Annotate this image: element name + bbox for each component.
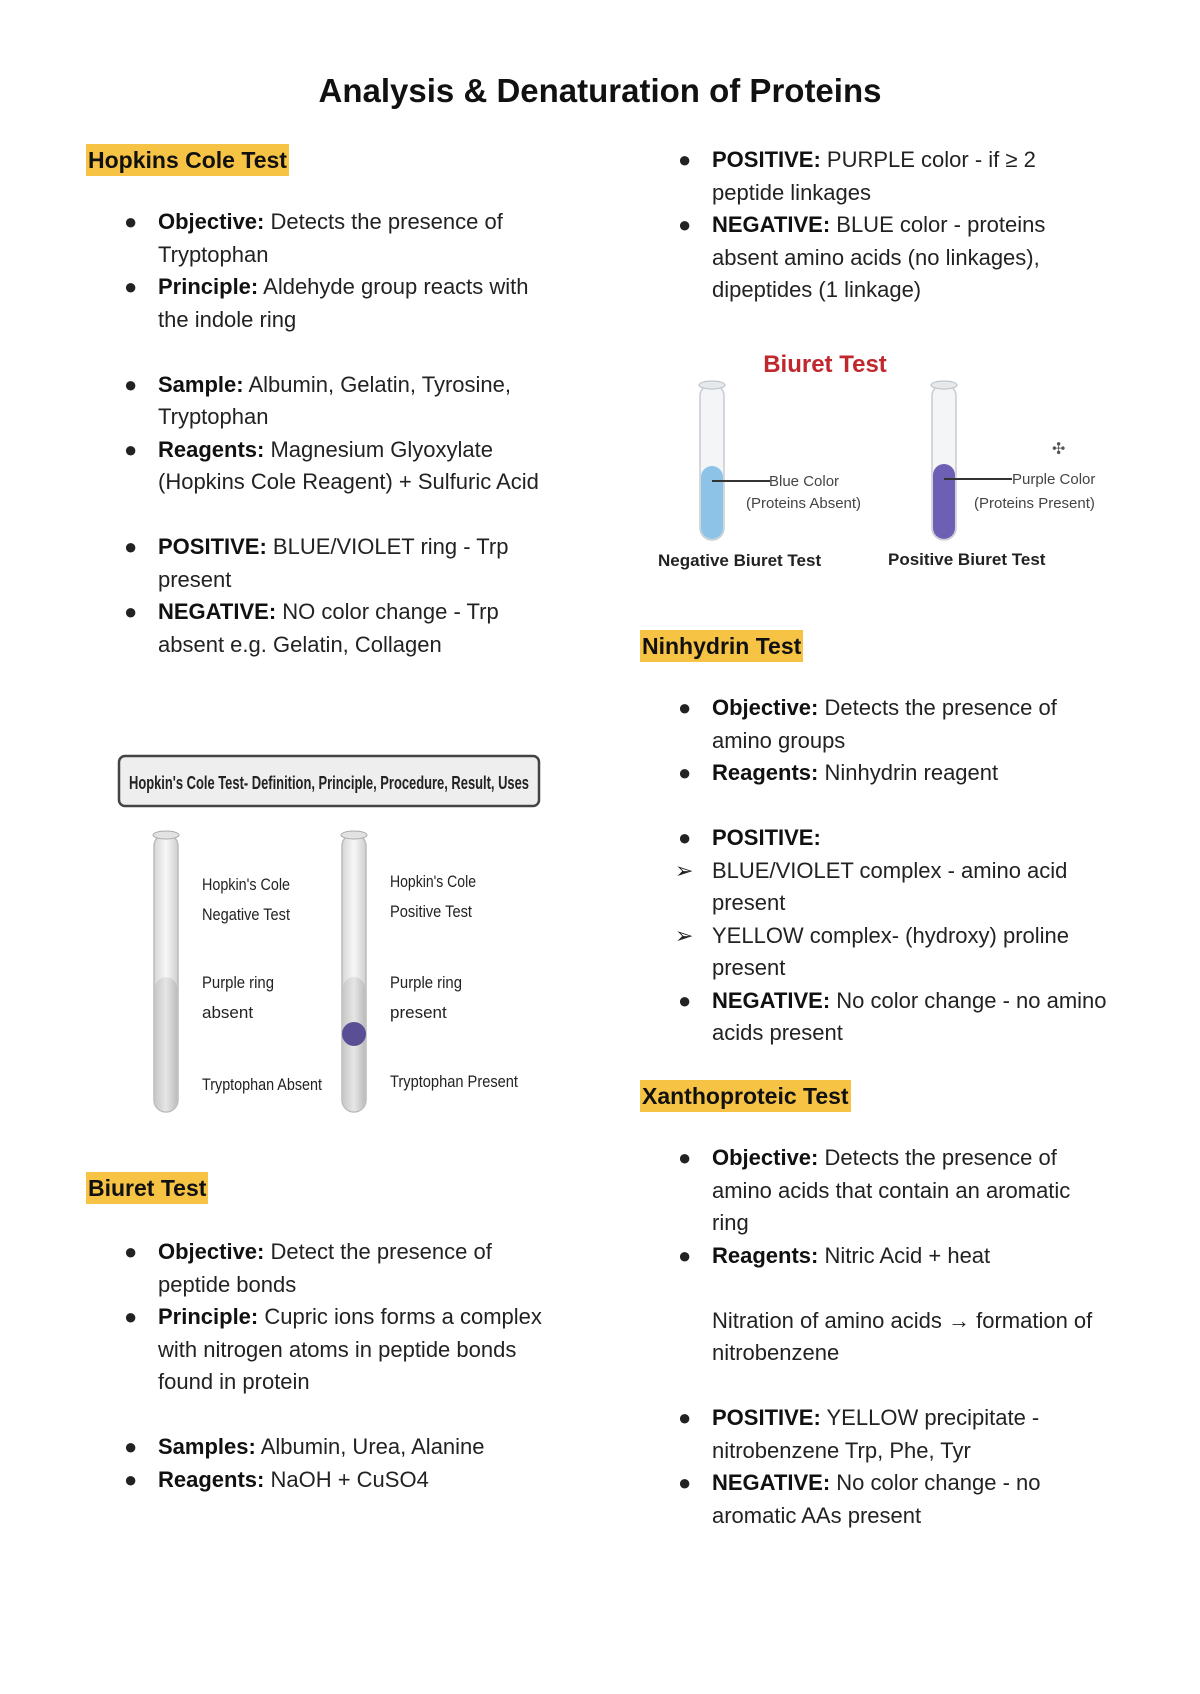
list-item: ● NEGATIVE: NO color change - Trp absent e.g. Gelatin, Collagen [86, 596, 556, 661]
bullet-icon: ● [678, 760, 692, 785]
pos-title-line-2: Positive Test [390, 902, 473, 921]
pos-result: Tryptophan Present [390, 1072, 519, 1091]
hopkins-list [86, 206, 556, 661]
pos-title-line-1: Hopkin's Cole [390, 872, 476, 891]
biuret-heading: Biuret Test [86, 1172, 208, 1204]
figure-banner-text: Hopkin's Cole Test- Definition, Principle, Procedure, Result, Uses [129, 773, 529, 793]
hopkins-figure [116, 752, 556, 1122]
list-item: ● Samples: Albumin, Urea, Alanine [86, 1431, 556, 1464]
list-item: ● POSITIVE: BLUE/VIOLET ring - Trp present [86, 531, 556, 596]
neg-biuret-caption: Negative Biuret Test [658, 551, 822, 570]
list-item: ● Objective: Detects the presence of amino acids that contain an aromatic ring [640, 1142, 1110, 1240]
bullet-icon: ● [678, 695, 692, 720]
neg-ring-line-2: absent [202, 1003, 254, 1022]
list-item: ● Principle: Aldehyde group reacts with the indole ring [86, 271, 556, 336]
list-item: ● Objective: Detects the presence of Tryptophan [86, 206, 556, 271]
ninhydrin-heading: Ninhydrin Test [640, 630, 803, 662]
ninhydrin-list [640, 692, 1110, 1050]
pos-ring-line-1: Purple ring [390, 973, 462, 992]
positive-biuret-tube [931, 381, 957, 540]
bullet-icon: ● [678, 1145, 692, 1170]
neg-ring-line-1: Purple ring [202, 973, 274, 992]
bullet-icon: ● [124, 1466, 138, 1492]
bullet-icon: ● [678, 987, 692, 1013]
list-item: ● POSITIVE: PURPLE color - if ≥ 2 peptide linkages [640, 144, 1110, 209]
bullet-icon: ● [124, 371, 138, 397]
bullet-icon: ● [678, 1470, 692, 1495]
list-item: ● POSITIVE: [640, 822, 1110, 855]
positive-test-tube [341, 831, 367, 1112]
list-item: ● Objective: Detects the presence of amino groups [640, 692, 1110, 757]
arrow-bullet-icon: ➢ [675, 922, 694, 948]
biuret-figure [650, 334, 1120, 584]
bullet-icon: ● [124, 1434, 138, 1459]
xantho-list [640, 1142, 1110, 1532]
bullet-icon: ● [124, 274, 138, 299]
list-item: ● POSITIVE: YELLOW precipitate - nitrobenzene Trp, Phe, Tyr [640, 1402, 1110, 1467]
purple-label-2: (Proteins Present) [974, 495, 1095, 512]
list-item: ● NEGATIVE: No color change - no amino acids present [640, 985, 1110, 1050]
bullet-icon: ● [124, 436, 138, 462]
list-item: ● Principle: Cupric ions forms a complex with nitrogen atoms in peptide bonds found in protein [86, 1301, 556, 1399]
page-title: Analysis & Denaturation of Proteins [318, 72, 882, 109]
bullet-icon: ● [124, 1304, 138, 1329]
biuret-results-list [640, 144, 1110, 307]
pos-ring-line-2: present [390, 1003, 447, 1022]
xantho-heading: Xanthoproteic Test [640, 1080, 851, 1112]
neg-result: Tryptophan Absent [202, 1075, 323, 1094]
list-item: ● Reagents: NaOH + CuSO4 [86, 1464, 556, 1497]
xantho-note: Nitration of amino acids → formation of nitrobenzene [712, 1307, 1093, 1365]
purple-label-1: Purple Color [1012, 471, 1096, 488]
bullet-icon: ● [678, 1405, 692, 1430]
list-item: ● Reagents: Magnesium Glyoxylate (Hopkins Cole Reagent) + Sulfuric Acid [86, 434, 556, 499]
list-item: ● Reagents: Nitric Acid + heat [640, 1240, 1110, 1273]
neg-title-line-2: Negative Test [202, 905, 291, 924]
bullet-icon: ● [124, 534, 138, 559]
list-item: ● Reagents: Ninhydrin reagent [640, 757, 1110, 790]
pos-biuret-caption: Positive Biuret Test [888, 550, 1046, 569]
list-item: ● Sample: Albumin, Gelatin, Tyrosine, Tryptophan [86, 369, 556, 434]
bullet-icon: ● [124, 1239, 138, 1264]
bullet-icon: ● [678, 1242, 692, 1268]
neg-title-line-1: Hopkin's Cole [202, 875, 290, 894]
purple-ring-marker [342, 1022, 366, 1046]
blue-label-2: (Proteins Absent) [746, 495, 862, 512]
bullet-icon: ● [678, 147, 692, 172]
blue-label-1: Blue Color [769, 473, 840, 490]
list-item: ● NEGATIVE: No color change - no aromatic AAs present [640, 1467, 1110, 1532]
list-item: ➢ BLUE/VIOLET complex - amino acid present [640, 855, 1110, 920]
list-item: ● Objective: Detect the presence of peptide bonds [86, 1236, 556, 1301]
cursor-icon: ✣ [1052, 439, 1066, 458]
bullet-icon: ● [678, 212, 692, 237]
bullet-icon: ● [124, 209, 138, 234]
hopkins-heading: Hopkins Cole Test [86, 144, 289, 176]
arrow-bullet-icon: ➢ [675, 857, 694, 883]
biuret-figure-title: Biuret Test [763, 351, 887, 378]
list-item: ➢ YELLOW complex- (hydroxy) proline present [640, 920, 1110, 985]
negative-test-tube [153, 831, 179, 1112]
biuret-list [86, 1236, 556, 1496]
bullet-icon: ● [678, 825, 692, 850]
bullet-icon: ● [124, 599, 138, 624]
list-item: ● NEGATIVE: BLUE color - proteins absent amino acids (no linkages), dipeptides (1 linkage) [640, 209, 1110, 307]
negative-biuret-tube [699, 381, 725, 540]
